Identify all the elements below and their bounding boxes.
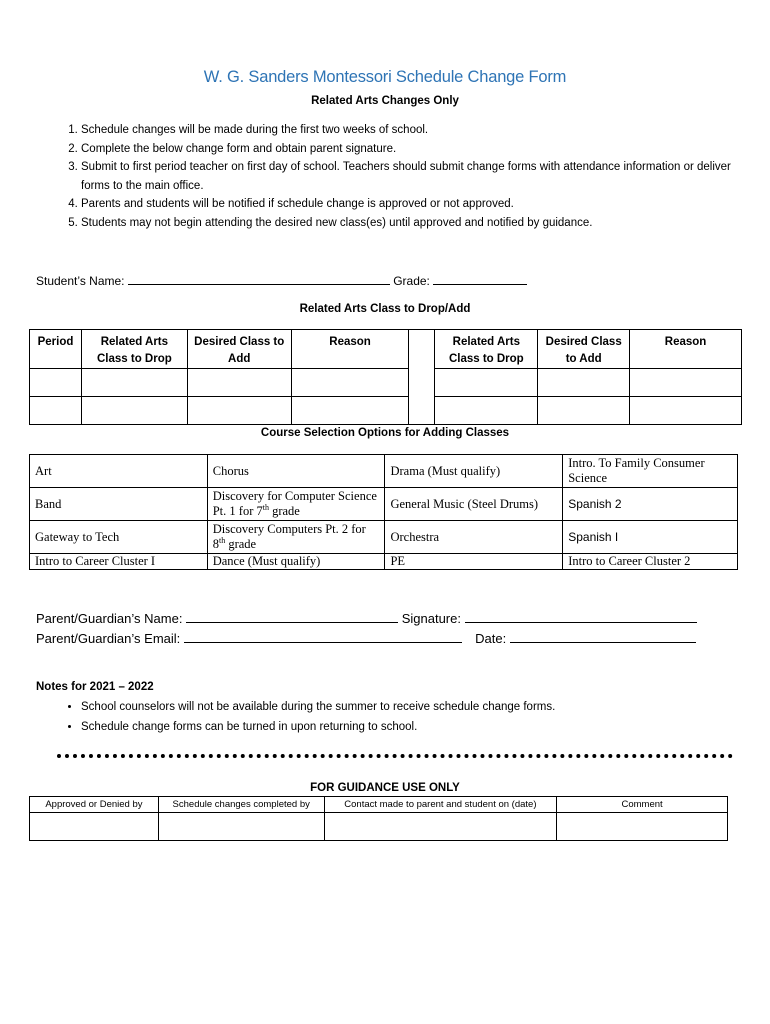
course-cell: Art — [30, 455, 208, 488]
period-cell[interactable] — [30, 369, 82, 397]
instruction-item: 3. Submit to first period teacher on first day of school. Teachers should submit change forms with attendance information or deliver forms to the main office. — [81, 158, 761, 195]
table-row — [30, 521, 738, 554]
column-header-approved-by: Approved or Denied by — [30, 797, 159, 813]
desired-class-cell[interactable] — [187, 369, 291, 397]
class-to-drop-cell-2[interactable] — [435, 397, 538, 425]
course-cell-text: Discovery Computers Pt. 2 for 8th grade — [212, 522, 366, 551]
note-item: • Schedule change forms can be turned in upon returning to school. — [81, 718, 555, 738]
course-cell: Dance (Must qualify) — [207, 554, 385, 570]
course-cell: Orchestra — [385, 521, 563, 554]
guidance-header-row — [30, 797, 728, 813]
date-label: Date: — [475, 631, 507, 646]
reason-cell[interactable] — [291, 397, 409, 425]
course-options-heading: Course Selection Options for Adding Classes — [260, 427, 510, 439]
column-header-completed-by: Schedule changes completed by — [158, 797, 324, 813]
reason-cell-2[interactable] — [630, 369, 742, 397]
class-to-drop-cell-2[interactable] — [435, 369, 538, 397]
course-cell: Spanish 2 — [563, 488, 738, 521]
signature-field[interactable] — [465, 611, 697, 623]
course-cell: PE — [385, 554, 563, 570]
table-row — [30, 397, 742, 425]
reason-cell-2[interactable] — [630, 397, 742, 425]
column-header-reason-2: Reason — [630, 330, 742, 369]
dotted-divider — [57, 754, 733, 758]
course-cell: Chorus — [207, 455, 385, 488]
form-subtitle: Related Arts Changes Only — [311, 95, 459, 107]
course-cell: Intro to Career Cluster I — [30, 554, 208, 570]
column-header-period: Period — [30, 330, 82, 369]
class-to-drop-cell[interactable] — [81, 397, 187, 425]
course-cell: Intro to Career Cluster 2 — [563, 554, 738, 570]
parent-name-label: Parent/Guardian’s Name: — [36, 611, 183, 626]
parent-email-label: Parent/Guardian’s Email: — [36, 631, 181, 646]
drop-add-header-row — [30, 330, 742, 369]
desired-class-cell-2[interactable] — [538, 397, 630, 425]
column-header-reason: Reason — [291, 330, 409, 369]
signature-label: Signature: — [401, 611, 461, 626]
parent-name-field[interactable] — [186, 611, 398, 623]
instruction-item: 1. Schedule changes will be made during the first two weeks of school. — [81, 121, 761, 140]
student-name-field[interactable] — [128, 273, 390, 285]
drop-add-heading: Related Arts Class to Drop/Add — [299, 303, 471, 315]
guidance-heading: FOR GUIDANCE USE ONLY — [310, 782, 460, 794]
column-header-class-to-drop: Related Arts Class to Drop — [81, 330, 187, 369]
column-header-comment: Comment — [557, 797, 728, 813]
grade-label: Grade: — [393, 274, 430, 288]
period-cell[interactable] — [30, 397, 82, 425]
course-cell — [207, 521, 385, 554]
reason-cell[interactable] — [291, 369, 409, 397]
table-row — [30, 455, 738, 488]
notes-heading: Notes for 2021 – 2022 — [36, 681, 154, 693]
grade-field[interactable] — [433, 273, 527, 285]
instruction-item: 5. Students may not begin attending the desired new class(es) until approved and notified by guidance. — [81, 214, 761, 233]
table-row — [30, 813, 728, 841]
contact-date-cell[interactable] — [324, 813, 557, 841]
table-row — [30, 488, 738, 521]
table-row — [30, 554, 738, 570]
parent-email-line — [36, 631, 696, 646]
comment-cell[interactable] — [557, 813, 728, 841]
desired-class-cell-2[interactable] — [538, 369, 630, 397]
course-cell-text: Discovery for Computer Science Pt. 1 for 7th grade — [212, 489, 377, 518]
course-cell: Band — [30, 488, 208, 521]
course-options-table — [29, 454, 738, 570]
course-cell: Gateway to Tech — [30, 521, 208, 554]
desired-class-cell[interactable] — [187, 397, 291, 425]
notes-list — [36, 698, 555, 737]
parent-name-line — [36, 611, 697, 626]
course-cell: Spanish I — [563, 521, 738, 554]
student-info-line — [36, 273, 527, 288]
instruction-item: 4. Parents and students will be notified if schedule change is approved or not approved. — [81, 195, 761, 214]
class-to-drop-cell[interactable] — [81, 369, 187, 397]
guidance-table — [29, 796, 728, 841]
instructions-list — [36, 121, 761, 233]
course-cell: Intro. To Family Consumer Science — [563, 455, 738, 488]
form-title: W. G. Sanders Montessori Schedule Change Form — [203, 68, 567, 86]
instruction-item: 2. Complete the below change form and obtain parent signature. — [81, 140, 761, 159]
note-item: • School counselors will not be available during the summer to receive schedule change forms. — [81, 698, 555, 718]
course-cell — [207, 488, 385, 521]
date-field[interactable] — [510, 631, 696, 643]
course-cell: General Music (Steel Drums) — [385, 488, 563, 521]
parent-email-field[interactable] — [184, 631, 462, 643]
drop-add-table — [29, 329, 742, 425]
student-name-label: Student’s Name: — [36, 274, 125, 288]
column-header-desired-class: Desired Class to Add — [187, 330, 291, 369]
completed-by-cell[interactable] — [158, 813, 324, 841]
approved-by-cell[interactable] — [30, 813, 159, 841]
table-row — [30, 369, 742, 397]
column-header-desired-class-2: Desired Class to Add — [538, 330, 630, 369]
column-header-class-to-drop-2: Related Arts Class to Drop — [435, 330, 538, 369]
course-cell: Drama (Must qualify) — [385, 455, 563, 488]
table-spacer — [409, 330, 435, 425]
column-header-contact-date: Contact made to parent and student on (date) — [324, 797, 557, 813]
